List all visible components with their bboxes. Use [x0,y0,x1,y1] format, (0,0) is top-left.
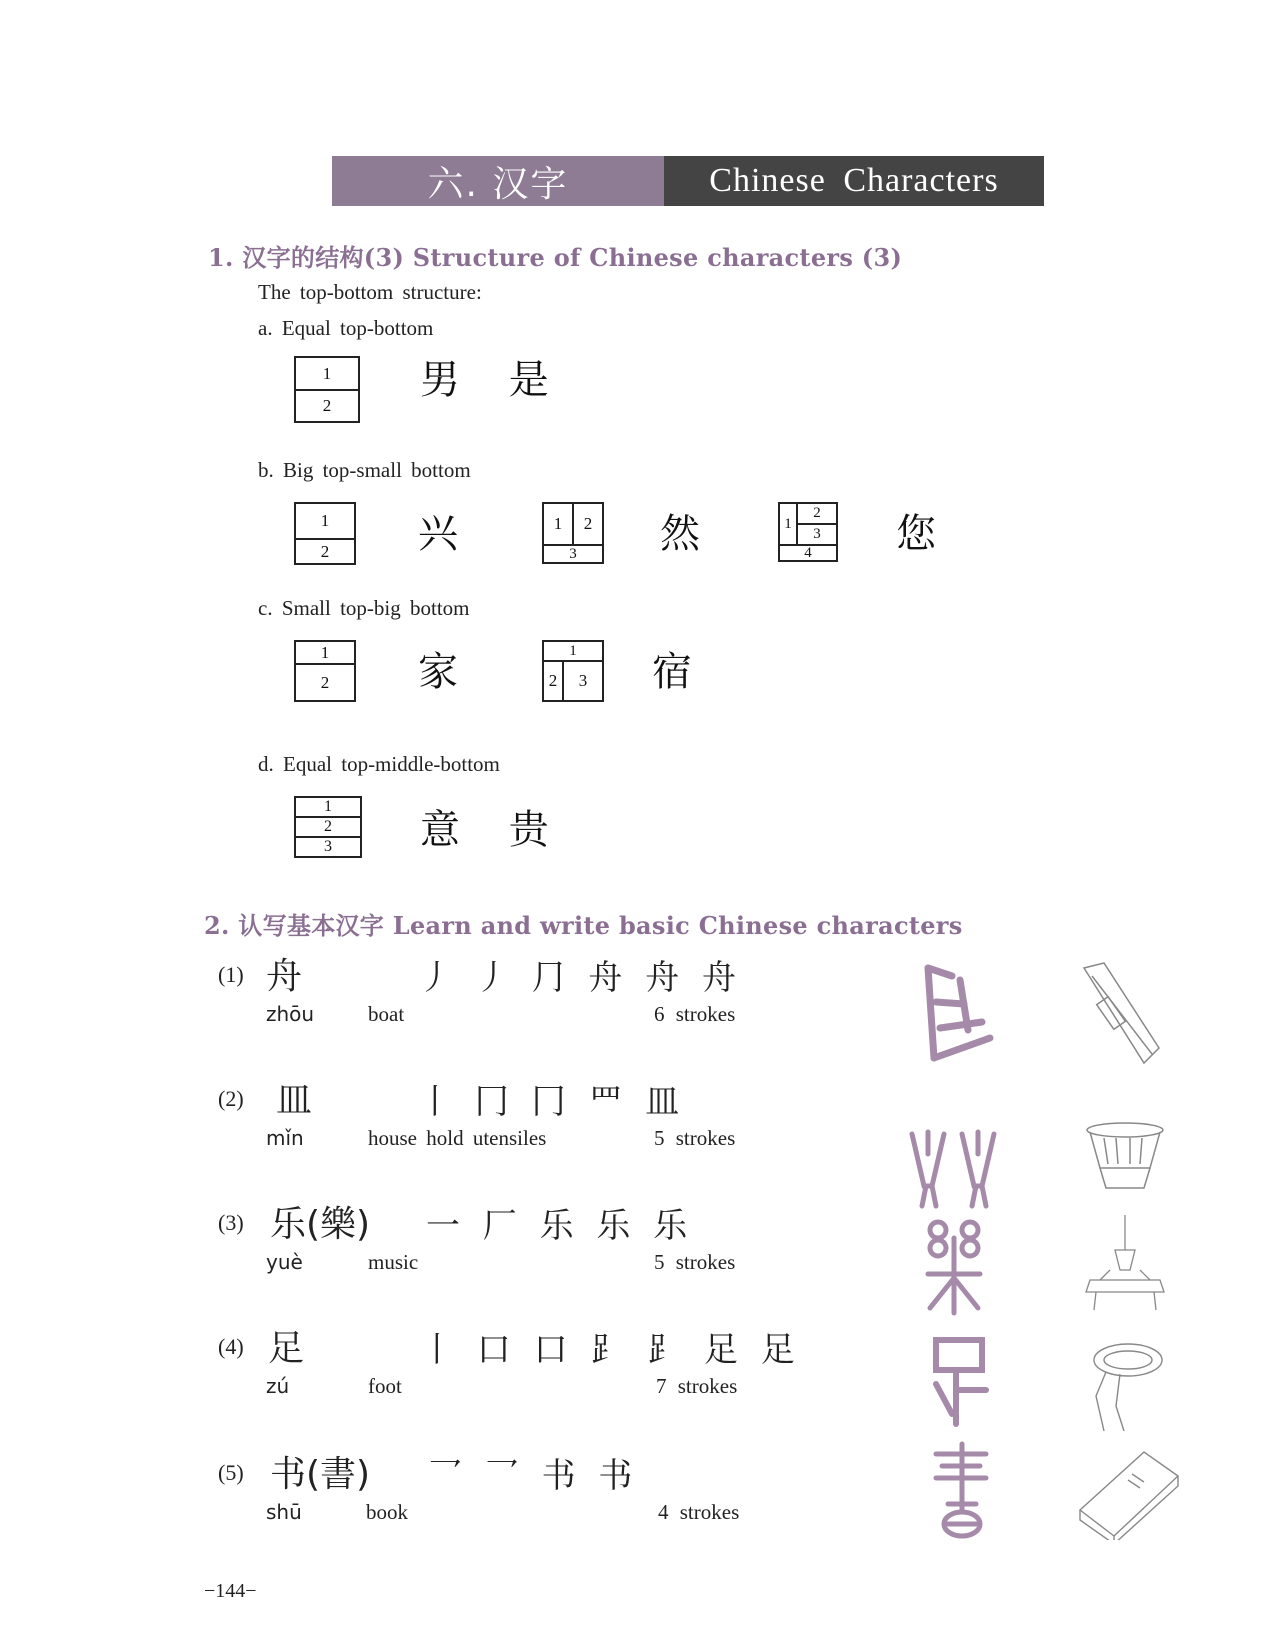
grid-small-top-1 [294,640,356,702]
stroke-order: 丨 冂 冂 罒 皿 [418,1082,686,1122]
banner-chinese-title: 六. 汉字 [332,156,664,206]
stroke-order: 乛 乛 书 书 [428,1456,639,1496]
item-number: (2) [218,1086,244,1111]
structure-intro: The top-bottom structure: [258,280,482,304]
item-pinyin: yuè [266,1250,303,1274]
ancient-foot-script-icon [926,1334,996,1434]
item-meaning: boat [368,1002,405,1026]
stroke-count: 5 strokes [654,1126,736,1150]
grid-cell: 1 [569,642,577,659]
grid-cell: 4 [804,544,812,561]
grid-cell: 3 [578,671,588,690]
grid-cell: 2 [583,514,593,533]
example-char-nin: 您 [896,511,954,557]
grid-cell: 1 [553,514,563,533]
grid-small-top-2 [542,640,604,702]
grid-cell: 2 [548,671,558,690]
example-chars-d: 意 贵 [420,807,567,853]
item-pinyin: mǐn [266,1126,304,1150]
stroke-order: 丨 口 口 ⻊ ⻊ 足 足 [420,1330,801,1370]
foot-illustration-icon [1076,1336,1176,1436]
item-number: (4) [218,1334,244,1359]
grid-cell: 2 [320,672,330,692]
item-pinyin: shū [266,1500,302,1524]
grid-cell: 2 [322,396,332,415]
item-character: 乐(樂) [270,1204,371,1245]
stroke-order: 丿 丿 ⺆ 舟 舟 舟 [418,958,743,998]
label-equal-top-middle-bottom: d. Equal top-middle-bottom [258,752,500,776]
example-char-ran: 然 [660,511,718,557]
grid-equal-top-bottom [294,356,360,423]
item-number: (1) [218,962,244,987]
ancient-book-script-icon [926,1440,996,1550]
ancient-boat-script-icon [900,960,1000,1080]
stroke-count: 7 strokes [656,1374,738,1398]
ancient-vessel-script-icon [904,1124,1014,1214]
example-chars-a: 男 是 [420,357,567,403]
instrument-illustration-icon [1080,1210,1170,1320]
item-meaning: foot [368,1374,402,1398]
vessel-illustration-icon [1080,1118,1170,1198]
grid-cell: 1 [322,363,332,383]
label-equal-top-bottom: a. Equal top-bottom [258,316,434,340]
grid-cell: 3 [324,838,332,855]
section2-title: 2. 认写基本汉字 Learn and write basic Chinese characters [204,911,963,940]
example-char-xing: 兴 [418,511,476,557]
stroke-count: 5 strokes [654,1250,736,1274]
label-small-top-big-bottom: c. Small top-big bottom [258,596,470,620]
item-meaning: music [368,1250,419,1274]
item-character: 皿 [276,1080,313,1121]
item-number: (3) [218,1210,244,1235]
grid-big-top-2 [542,502,604,564]
grid-cell: 3 [569,545,577,562]
stroke-count: 6 strokes [654,1002,736,1026]
item-meaning: book [366,1500,408,1524]
example-char-su: 宿 [652,649,710,695]
grid-cell: 1 [784,515,792,532]
banner-english-title: Chinese Characters [664,156,1044,206]
ancient-music-script-icon [922,1218,992,1318]
label-big-top-small-bottom: b. Big top-small bottom [258,458,471,482]
item-pinyin: zú [266,1374,290,1398]
grid-cell: 2 [813,505,821,521]
book-illustration-icon [1074,1440,1184,1540]
example-char-jia: 家 [418,649,476,695]
grid-big-top-1 [294,502,356,565]
item-meaning: house hold utensiles [368,1126,547,1150]
item-pinyin: zhōu [266,1002,315,1026]
section1-title: 1. 汉字的结构(3) Structure of Chinese characters (3) [208,243,903,272]
grid-big-top-3 [778,502,838,562]
page-number: −144− [204,1580,257,1602]
stroke-count: 4 strokes [658,1500,740,1524]
stroke-order: 一 厂 乐 乐 乐 [426,1206,694,1246]
grid-cell: 2 [324,818,332,835]
grid-cell: 1 [324,798,332,815]
boat-illustration-icon [1064,958,1174,1068]
grid-cell: 3 [813,526,821,542]
item-number: (5) [218,1460,244,1485]
item-character: 足 [268,1328,305,1369]
item-character: 舟 [266,956,303,997]
grid-cell: 2 [320,541,330,561]
grid-cell: 1 [320,511,330,530]
grid-cell: 1 [320,642,330,662]
item-character: 书(書) [270,1454,371,1495]
grid-equal-top-middle-bottom [294,796,362,858]
